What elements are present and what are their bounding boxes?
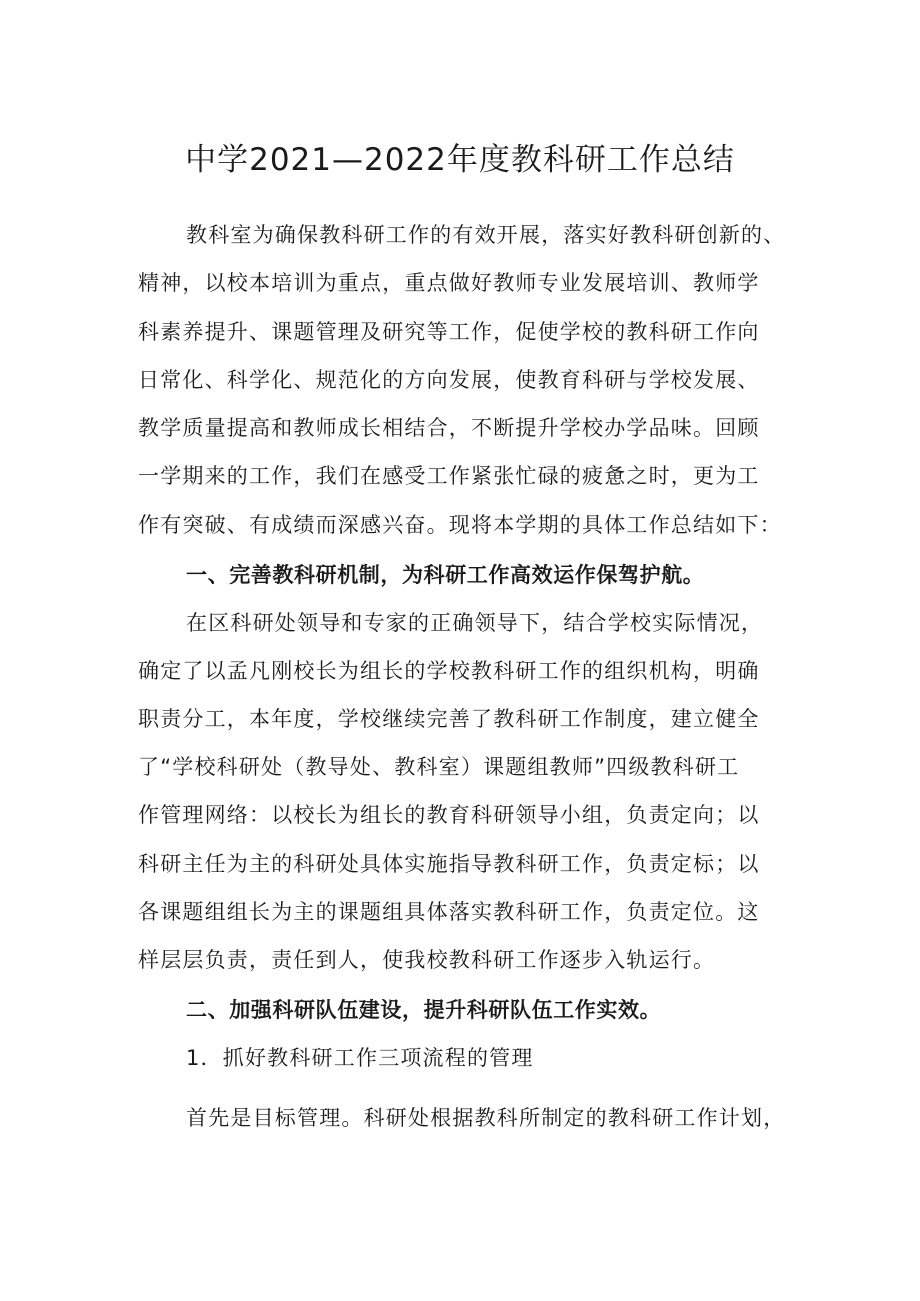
paragraph-line: 作管理网络：以校长为组长的教育科研领导小组，负责定向；以 [138, 803, 760, 827]
paragraph-line: 样层层负责，责任到人，使我校教科研工作逐步入轨运行。 [138, 948, 716, 972]
document-title: 中学2021—2022年度教科研工作总结 [185, 142, 735, 178]
paragraph-line: 了“学校科研处（教导处、教科室）课题组教师”四级教科研工 [138, 755, 740, 779]
subsection-heading: 1．抓好教科研工作三项流程的管理 [186, 1046, 534, 1070]
paragraph-line: 一学期来的工作，我们在感受工作紧张忙碌的疲惫之时，更为工 [138, 464, 760, 488]
paragraph-line: 在区科研处领导和专家的正确领导下，结合学校实际情况， [186, 611, 764, 635]
paragraph-line: 各课题组组长为主的课题组具体落实教科研工作，负责定位。这 [138, 900, 760, 924]
paragraph-line: 教学质量提高和教师成长相结合，不断提升学校办学品味。回顾 [138, 416, 760, 440]
paragraph-line: 首先是目标管理。科研处根据教科所制定的教科研工作计划， [186, 1106, 786, 1130]
paragraph-line: 确定了以孟凡刚校长为组长的学校教科研工作的组织机构，明确 [138, 659, 760, 683]
paragraph-line: 科研主任为主的科研处具体实施指导教科研工作，负责定标；以 [138, 852, 760, 876]
paragraph-line: 日常化、科学化、规范化的方向发展，使教育科研与学校发展、 [138, 368, 760, 392]
paragraph-line: 科素养提升、课题管理及研究等工作，促使学校的教科研工作向 [138, 320, 760, 344]
section-heading: 二、加强科研队伍建设，提升科研队伍工作实效。 [186, 998, 662, 1022]
paragraph-line: 职责分工，本年度，学校继续完善了教科研工作制度，建立健全 [138, 707, 760, 731]
section-heading: 一、完善教科研机制，为科研工作高效运作保驾护航。 [186, 563, 705, 587]
paragraph-line: 作有突破、有成绩而深感兴奋。现将本学期的具体工作总结如下： [138, 513, 782, 537]
paragraph-line: 教科室为确保教科研工作的有效开展，落实好教科研创新的、 [186, 223, 786, 247]
paragraph-line: 精神，以校本培训为重点，重点做好教师专业发展培训、教师学 [138, 271, 760, 295]
